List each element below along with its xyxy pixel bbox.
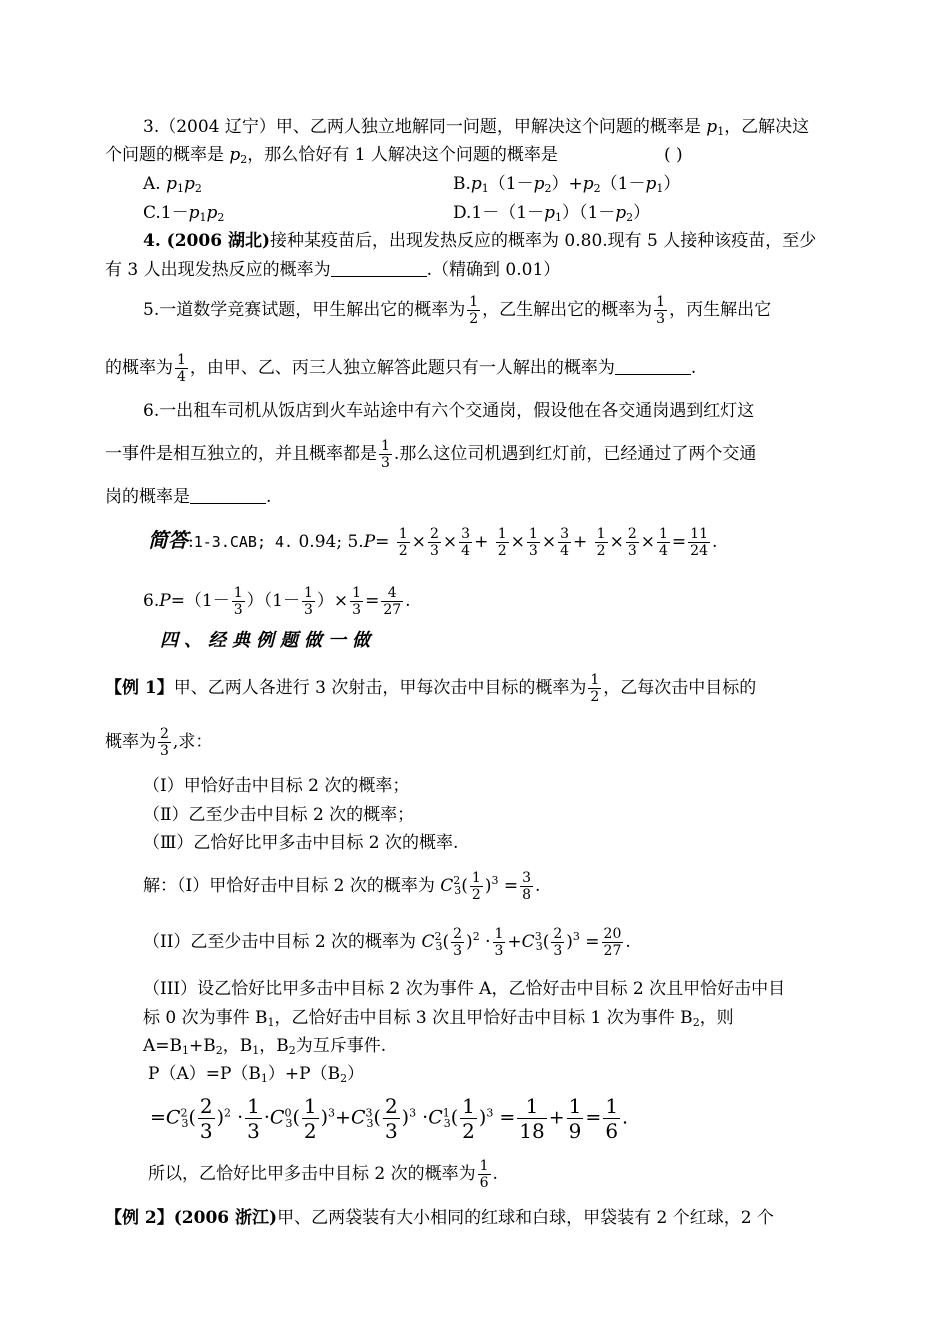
ex2-line1: 【例 2】(2006 浙江)甲、乙两袋装有大小相同的红球和白球，甲袋装有 2 个红球，2 个: [105, 1208, 774, 1228]
q6-answer-blank[interactable]: [190, 487, 266, 504]
ex1-solution-2: （II）乙至少击中目标 2 次的概率为 $C^2_3$( $\frac{2}{3}$ )$^2$ · $\frac{1}{3}$ $+C^3_3$( $\frac{2}{3}$ )$^3$ = $\frac{20}{27}$ .: [143, 926, 631, 959]
ex1-line1: 【例 1】甲、乙两人各进行 3 次射击，甲每次击中目标的概率为 $\frac{1}{2}$ ，乙每次击中目标的: [105, 672, 757, 705]
ex1-item-1: （Ⅰ）甲恰好击中目标 2 次的概率；: [143, 776, 410, 796]
q3-option-c: $C.1-p_1p_2$: [143, 203, 225, 224]
q4-answer-blank[interactable]: [331, 260, 427, 277]
q5-answer-blank[interactable]: [615, 358, 691, 375]
ex1-solution-3b: 标 0 次为事件 $B_1$，乙恰好击中目标 3 次且甲恰好击中目标 1 次为事件 $B_2$，则: [143, 1008, 734, 1029]
q5-line2: 的概率为 $\frac{1}{4}$ ，由甲、乙、丙三人独立解答此题只有一人解出的概率为 .: [105, 352, 697, 385]
section-title: 四、经典例题做一做: [160, 630, 376, 651]
ex1-line2: 概率为 $\frac{2}{3}$ ,求：: [105, 726, 213, 759]
q3-line2: 个问题的概率是 $p_2$，那么恰好有 1 人解决这个问题的概率是: [105, 145, 558, 166]
q3-option-a: A. $p_1p_2$: [143, 174, 202, 195]
q3-option-d: $D.1-(1-p_1)(1-p_2)$: [453, 203, 651, 224]
q6-frac: $\frac{1}{3}$: [381, 438, 390, 471]
q5-frac-1: $\frac{1}{2}$: [469, 294, 479, 327]
q5-frac-2: $\frac{1}{3}$: [656, 294, 666, 327]
q4-line1: 4. (2006 湖北)接种某疫苗后，出现发热反应的概率为 0.80.现有 5 人接种该疫苗，至少: [143, 231, 817, 251]
answers-line2: 6.P=（1－ $\frac{1}{3}$ ）（1－ $\frac{1}{3}$ ）× $\frac{1}{3}$ = $\frac{4}{27}$ .: [143, 585, 411, 618]
answers-line1: 简答:1-3.CAB; 4. 0.94; 5.P= $\frac{1}{2}$ × $\frac{2}{3}$ × $\frac{3}{4}$ + $\frac{1}{2}$ × $\frac{1}{3}$ × $\frac{3}{4}$ + $\frac{1}{2}$ × $\frac{2}{3}$ × $\frac{1}{4}$ = $\frac{11}{24}$ .: [148, 526, 718, 559]
q6-line1: 6.一出租车司机从饭店到火车站途中有六个交通岗，假设他在各交通岗遇到红灯这: [143, 401, 755, 421]
ex1-solution-3c: $A=B_1+B_2$，$B_1$，$B_2$为互斥事件.: [143, 1036, 387, 1057]
ex1-solution-formula: $=C^2_3$( $\frac{2}{3}$ )$^2$ · $\frac{1}{3}$ $\cdot C^0_3$( $\frac{1}{2}$ )$^3+C^3_3$( $\frac{2}{3}$ )$^3 \cdot C^1_3$( $\frac{1}{2}$ )$^3$ = $\frac{1}{18}$ + $\frac{1}{9}$ = $\frac{1}{6}$ .: [150, 1094, 629, 1143]
q6-line3: 岗的概率是 .: [105, 487, 272, 507]
q5-line1: 5.一道数学竞赛试题，甲生解出它的概率为 $\frac{1}{2}$ ，乙生解出它的概率为 $\frac{1}{3}$ ，丙生解出它: [143, 294, 772, 327]
ex1-solution-1: 解：（I）甲恰好击中目标 2 次的概率为 $C^2_3$( $\frac{1}{2}$ )$^3$ = $\frac{3}{8}$ .: [143, 870, 541, 903]
ex1-solution-3a: （III）设乙恰好比甲多击中目标 2 次为事件 A，乙恰好击中目标 2 次且甲恰好击中目: [143, 979, 786, 999]
q6-line2: 一事件是相互独立的，并且概率都是 $\frac{1}{3}$ .那么这位司机遇到红灯前，已经通过了两个交通: [105, 438, 757, 471]
q3-answer-paren: ( ): [664, 145, 683, 165]
ex1-solution-3d: $P(A)=P(B_1)+P(B_2)$: [148, 1064, 365, 1085]
q3-option-b: $B.p_1(1-p_2)+p_2(1-p_1)$: [453, 174, 681, 195]
q3-line1: 3.（2004 辽宁）甲、乙两人独立地解同一问题，甲解决这个问题的概率是 $p_1$，乙解决这: [143, 117, 810, 138]
q5-frac-3: $\frac{1}{4}$: [177, 352, 186, 385]
ex1-item-2: （Ⅱ）乙至少击中目标 2 次的概率；: [143, 805, 415, 825]
ex1-item-3: （Ⅲ）乙恰好比甲多击中目标 2 次的概率.: [143, 833, 459, 853]
q4-line2: 有 3 人出现发热反应的概率为 .（精确到 0.01）: [105, 260, 561, 280]
ex1-conclusion: 所以，乙恰好比甲多击中目标 2 次的概率为 $\frac{1}{6}$ .: [148, 1158, 498, 1191]
